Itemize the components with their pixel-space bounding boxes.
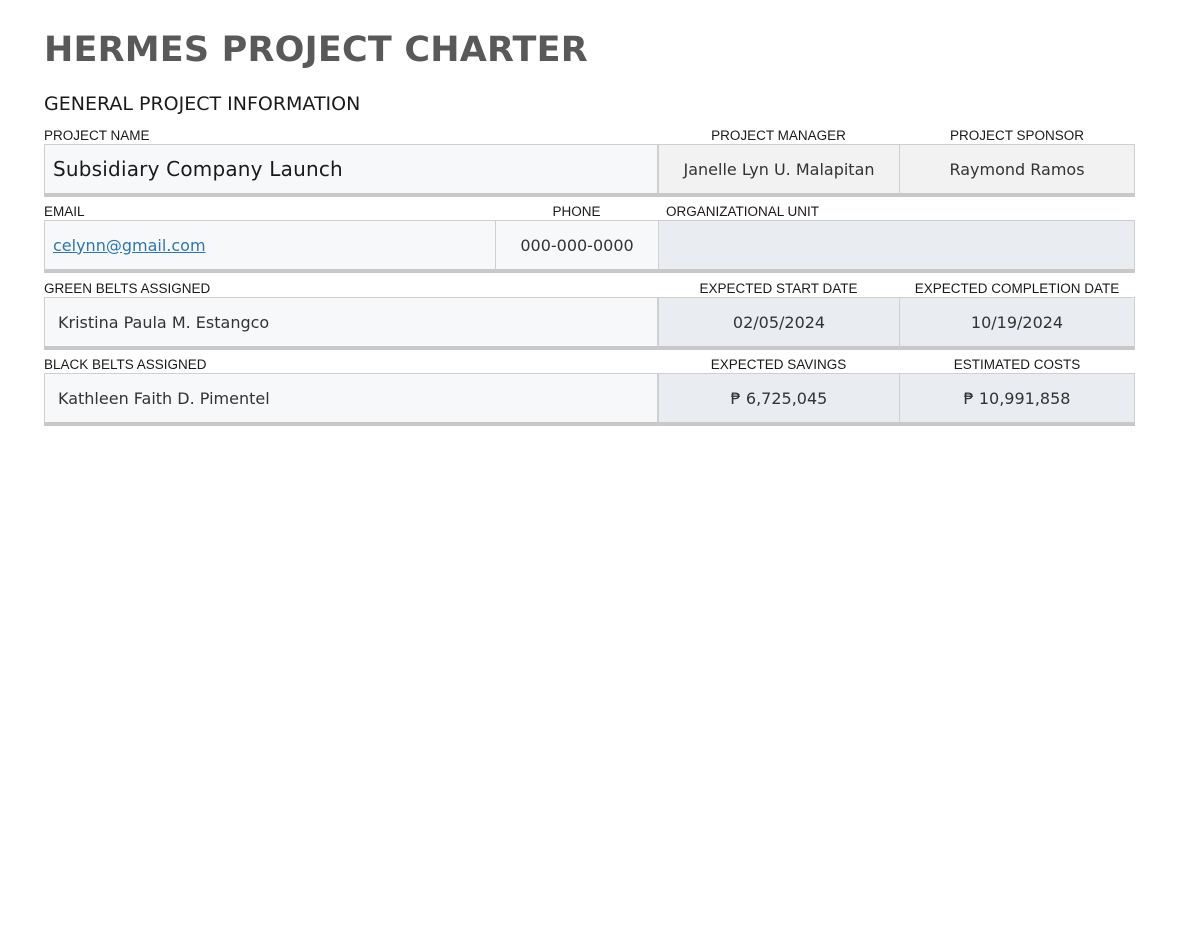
black-belts-label: BLACK BELTS ASSIGNED xyxy=(44,357,207,372)
expected-savings-value: ₱ 6,725,045 xyxy=(730,388,828,408)
expected-completion-date-field[interactable] xyxy=(899,297,1135,350)
project-manager-field[interactable] xyxy=(658,144,900,197)
estimated-costs-value: ₱ 10,991,858 xyxy=(963,388,1071,408)
estimated-costs-field[interactable] xyxy=(899,373,1135,426)
estimated-costs-label: ESTIMATED COSTS xyxy=(953,357,1081,372)
expected-savings-field[interactable] xyxy=(658,373,900,426)
expected-start-date-label: EXPECTED START DATE xyxy=(699,281,858,296)
organizational-unit-field[interactable] xyxy=(658,220,1135,273)
expected-completion-date-value: 10/19/2024 xyxy=(970,312,1064,332)
green-belts-label: GREEN BELTS ASSIGNED xyxy=(44,281,211,296)
expected-completion-date-label: EXPECTED COMPLETION DATE xyxy=(914,281,1120,296)
green-belts-value: Kristina Paula M. Estangco xyxy=(58,312,270,332)
project-manager-label: PROJECT MANAGER xyxy=(711,128,846,143)
email-label: EMAIL xyxy=(44,204,85,219)
project-sponsor-field[interactable] xyxy=(899,144,1135,197)
phone-field[interactable] xyxy=(495,220,659,273)
page-title: HERMES PROJECT CHARTER xyxy=(44,30,588,70)
email-link[interactable]: celynn@gmail.com xyxy=(53,235,206,255)
black-belts-value: Kathleen Faith D. Pimentel xyxy=(58,388,270,408)
expected-start-date-value: 02/05/2024 xyxy=(732,312,826,332)
project-name-label: PROJECT NAME xyxy=(44,128,150,143)
black-belts-field[interactable] xyxy=(44,373,658,426)
project-manager-value: Janelle Lyn U. Malapitan xyxy=(683,159,875,179)
expected-savings-label: EXPECTED SAVINGS xyxy=(710,357,847,372)
phone-label: PHONE xyxy=(552,204,601,219)
expected-start-date-field[interactable] xyxy=(658,297,900,350)
phone-value: 000-000-0000 xyxy=(520,235,634,255)
project-sponsor-label: PROJECT SPONSOR xyxy=(949,128,1085,143)
project-name-field[interactable] xyxy=(44,144,658,197)
email-field[interactable] xyxy=(44,220,496,273)
green-belts-field[interactable] xyxy=(44,297,658,350)
section-title: GENERAL PROJECT INFORMATION xyxy=(44,93,361,115)
project-name-value: Subsidiary Company Launch xyxy=(53,157,343,181)
project-sponsor-value: Raymond Ramos xyxy=(949,159,1085,179)
organizational-unit-label: ORGANIZATIONAL UNIT xyxy=(666,204,820,219)
